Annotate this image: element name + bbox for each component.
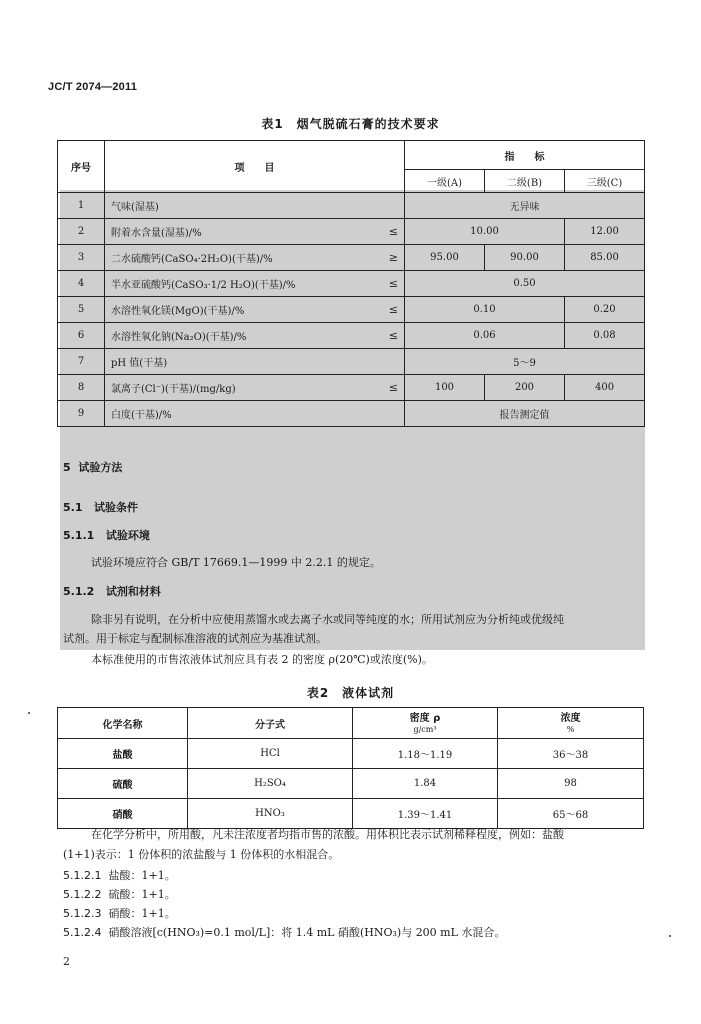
- paragraph-5-1-1: 试验环境应符合 GB/T 17669.1—1999 中 2.2.1 的规定。: [91, 556, 381, 569]
- reagent-conc: 36～38: [498, 739, 644, 769]
- page-number: 2: [63, 955, 70, 968]
- table1-header-grade2: 二级(B): [485, 170, 565, 193]
- scan-speck: [28, 712, 30, 714]
- row-value: 报告测定值: [405, 401, 645, 427]
- item-5-1-2-3: [63, 904, 176, 923]
- table1-row: [58, 219, 645, 245]
- reagent-conc: 65～68: [498, 799, 644, 829]
- table1-caption: 表1 烟气脱硫石膏的技术要求: [261, 117, 440, 131]
- row-no: 5: [58, 297, 105, 323]
- row-item: 气味(湿基): [105, 193, 370, 219]
- row-value-c: 0.20: [565, 297, 645, 323]
- row-sym: [370, 193, 405, 219]
- row-no: 2: [58, 219, 105, 245]
- row-value-ab: 0.10: [405, 297, 565, 323]
- row-value-c: 0.08: [565, 323, 645, 349]
- item-5-1-2-4: [63, 923, 505, 942]
- item-number: 5.1.2.4: [63, 926, 102, 939]
- row-item: 半水亚硫酸钙(CaSO₃·1/2 H₂O)(干基)/%: [105, 271, 370, 297]
- item-number: 5.1.2.3: [63, 907, 102, 920]
- table2-row: [58, 739, 644, 769]
- row-value-ab: 0.06: [405, 323, 565, 349]
- paragraph-5-1-2-line2: 试剂。用于标定与配制标准溶液的试剂应为基准试剂。: [63, 632, 327, 645]
- table1-row: [58, 271, 645, 297]
- table1-row: [58, 323, 645, 349]
- table2-header-formula: 分子式: [188, 708, 353, 739]
- row-no: 4: [58, 271, 105, 297]
- table2-header-conc: [498, 708, 644, 739]
- conc-unit: %: [566, 724, 575, 734]
- row-sym: ≤: [370, 271, 405, 297]
- paragraph-5-1-2-line1: 除非另有说明，在分析中应使用蒸馏水或去离子水或同等纯度的水；所用试剂应为分析纯或优级纯: [91, 613, 564, 626]
- section-title: 试验方法: [78, 461, 123, 474]
- row-sym: ≤: [370, 219, 405, 245]
- section-5-heading: [63, 459, 122, 475]
- table1-row: [58, 297, 645, 323]
- row-value-b: 200: [485, 375, 565, 401]
- density-unit: g/cm³: [413, 724, 437, 734]
- row-no: 8: [58, 375, 105, 401]
- row-value: 5～9: [405, 349, 645, 375]
- reagent-density: 1.39～1.41: [353, 799, 498, 829]
- row-value-ab: 10.00: [405, 219, 565, 245]
- table2-liquid-reagents: [57, 707, 644, 829]
- section-title: 试剂和材料: [105, 585, 161, 598]
- row-item: pH 值(干基): [105, 349, 370, 375]
- paragraph-dilution-line2: (1+1)表示：1 份体积的浓盐酸与 1 份体积的水相混合。: [63, 848, 340, 861]
- reagent-density: 1.18～1.19: [353, 739, 498, 769]
- row-sym: ≤: [370, 323, 405, 349]
- standard-code: JC/T 2074—2011: [48, 81, 138, 93]
- row-item: 水溶性氧化镁(MgO)(干基)/%: [105, 297, 370, 323]
- reagent-conc: 98: [498, 769, 644, 799]
- item-number: 5.1.2.2: [63, 888, 102, 901]
- item-text: 硫酸：1+1。: [108, 888, 176, 901]
- table1-header-no: 序号: [58, 141, 105, 193]
- table1-row: [58, 193, 645, 219]
- scan-speck: [669, 935, 671, 937]
- item-text: 硝酸溶液[c(HNO₃)=0.1 mol/L]：将 1.4 mL 硝酸(HNO₃)与 200 mL 水混合。: [108, 926, 506, 939]
- table2-caption: 表2 液体试剂: [306, 686, 395, 700]
- item-text: 硝酸：1+1。: [108, 907, 176, 920]
- reagent-name: 硫酸: [58, 769, 188, 799]
- paragraph-dilution-line1: 在化学分析中，所用酸，凡未注浓度者均指市售的浓酸。用体积比表示试剂稀释程度，例如：盐酸: [91, 828, 564, 841]
- row-sym: ≥: [370, 245, 405, 271]
- row-no: 3: [58, 245, 105, 271]
- reagent-formula: HCl: [188, 739, 353, 769]
- row-no: 9: [58, 401, 105, 427]
- table1-row: [58, 245, 645, 271]
- row-sym: ≤: [370, 297, 405, 323]
- reagent-density: 1.84: [353, 769, 498, 799]
- row-sym: [370, 401, 405, 427]
- section-title: 试验环境: [105, 529, 150, 542]
- table2-header-name: 化学名称: [58, 708, 188, 739]
- row-value-b: 90.00: [485, 245, 565, 271]
- row-item: 白度(干基)/%: [105, 401, 370, 427]
- table2-header-density: [353, 708, 498, 739]
- reagent-name: 盐酸: [58, 739, 188, 769]
- row-value-c: 400: [565, 375, 645, 401]
- section-5-1-1-heading: [63, 527, 150, 543]
- section-number: 5.1.1: [63, 529, 95, 542]
- section-title: 试验条件: [94, 501, 138, 514]
- table1-row: [58, 401, 645, 427]
- table2-row: [58, 769, 644, 799]
- row-value-c: 85.00: [565, 245, 645, 271]
- conc-label: 浓度: [560, 712, 581, 724]
- row-value: 无异味: [405, 193, 645, 219]
- row-item: 氯离子(Cl⁻)(干基)/(mg/kg): [105, 375, 370, 401]
- row-value: 0.50: [405, 271, 645, 297]
- row-sym: ≤: [370, 375, 405, 401]
- table1-row: [58, 349, 645, 375]
- item-number: 5.1.2.1: [63, 869, 102, 882]
- section-5-1-2-heading: [63, 583, 161, 599]
- row-item: 二水硫酸钙(CaSO₄·2H₂O)(干基)/%: [105, 245, 370, 271]
- item-5-1-2-1: [63, 866, 176, 885]
- table1-header-indicator: 指 标: [405, 141, 645, 170]
- row-value-a: 100: [405, 375, 485, 401]
- item-text: 盐酸：1+1。: [108, 869, 176, 882]
- row-sym: [370, 349, 405, 375]
- row-item: 水溶性氧化钠(Na₂O)(干基)/%: [105, 323, 370, 349]
- table1-row: [58, 375, 645, 401]
- section-5-1-heading: [63, 499, 138, 515]
- reagent-name: 硝酸: [58, 799, 188, 829]
- reagent-formula: H₂SO₄: [188, 769, 353, 799]
- reagent-formula: HNO₃: [188, 799, 353, 829]
- row-no: 7: [58, 349, 105, 375]
- row-value-c: 12.00: [565, 219, 645, 245]
- table1-header-grade3: 三级(C): [565, 170, 645, 193]
- section-number: 5: [63, 461, 71, 474]
- section-number: 5.1.2: [63, 585, 95, 598]
- density-label: 密度 ρ: [409, 712, 441, 724]
- row-value-a: 95.00: [405, 245, 485, 271]
- paragraph-5-1-2-density: 本标准使用的市售浓液体试剂应具有表 2 的密度 ρ(20℃)或浓度(%)。: [91, 653, 433, 666]
- row-no: 1: [58, 193, 105, 219]
- section-number: 5.1: [63, 501, 83, 514]
- table1-technical-requirements: [57, 140, 645, 427]
- row-no: 6: [58, 323, 105, 349]
- table1-header-grade1: 一级(A): [405, 170, 485, 193]
- item-5-1-2-2: [63, 885, 176, 904]
- row-item: 附着水含量(湿基)/%: [105, 219, 370, 245]
- table2-row: [58, 799, 644, 829]
- table1-header-item: 项 目: [105, 141, 405, 193]
